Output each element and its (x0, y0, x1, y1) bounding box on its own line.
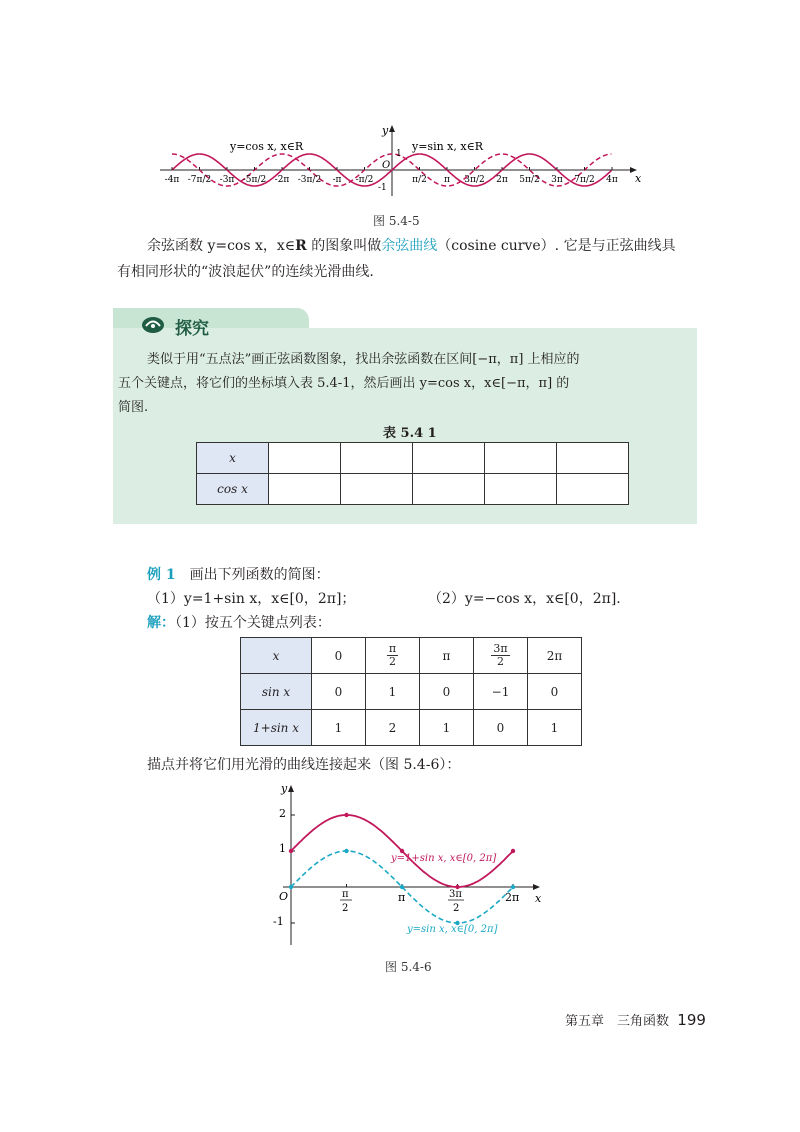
table-cell[interactable] (269, 474, 341, 505)
solution-text: （1）按五个关键点列表： (175, 615, 331, 631)
table-cell[interactable] (413, 474, 485, 505)
table-row (241, 710, 582, 746)
page-footer (565, 1010, 706, 1029)
table-head-sin: sin x (241, 674, 312, 710)
figure-5-4-6 (265, 780, 555, 950)
data-point (511, 849, 515, 853)
x-tick-pi-over-2-num: π (342, 889, 349, 900)
x-tick-label: -π/2 (355, 175, 374, 185)
data-point (344, 813, 348, 817)
x-tick-label: -4π (164, 175, 180, 185)
cos-label: y=cos x, x∈R (230, 140, 304, 153)
figure-5-4-5-caption: 图 5.4-5 (373, 214, 420, 228)
one-plus-sin-label: y=1+sin x, x∈[0, 2π] (391, 853, 497, 864)
y-axis-arrow-icon (288, 785, 294, 792)
x-tick-3pi-over-2-den: 2 (453, 903, 460, 914)
example-item-1: （1）y=1+sin x，x∈[0，2π]； (147, 591, 356, 607)
example-1-label: 例 1 (147, 567, 176, 583)
x-tick-pi: π (398, 891, 406, 904)
x-tick-label: -7π/2 (187, 175, 212, 185)
fraction-pi-over-2: $\frac{\pi}{2}$ (388, 642, 397, 668)
x-tick-label: 3π (551, 175, 563, 185)
origin-label: O (279, 890, 289, 903)
table-cell[interactable] (341, 443, 413, 474)
table-row (197, 443, 629, 474)
x-tick-label: 7π/2 (574, 175, 595, 185)
table-cell: 0 (420, 674, 474, 710)
table-head-x: x (241, 638, 312, 674)
solution-label: 解： (147, 615, 175, 631)
table-cell: −1 (474, 674, 528, 710)
x-axis-label: x (635, 172, 642, 185)
page-number: 199 (677, 1011, 706, 1029)
table-cell: 1 (312, 710, 366, 746)
table-cell: 1 (420, 710, 474, 746)
table-cell: 1 (366, 674, 420, 710)
origin-label: O (382, 160, 391, 171)
x-tick-3pi-over-2-num: 3π (449, 889, 462, 900)
key-points-table (240, 637, 582, 746)
y-tick-neg: -1 (378, 183, 387, 193)
x-tick-label: 5π/2 (519, 175, 540, 185)
table-5-4-1 (196, 442, 629, 505)
explore-text (118, 348, 667, 420)
cosine-definition-paragraph-line2: 有相同形状的“波浪起伏”的连续光滑曲线. (117, 264, 374, 280)
solution-line (147, 610, 331, 636)
table-cell: 0 (528, 674, 582, 710)
table-cell: 2 (366, 710, 420, 746)
table-cell: 1 (528, 710, 582, 746)
x-tick-label: -π (332, 175, 342, 185)
y-axis-label: y (281, 782, 288, 795)
table-cell[interactable] (269, 443, 341, 474)
y-tick-2: 2 (279, 807, 286, 820)
cosine-definition-paragraph (147, 233, 707, 259)
data-point (289, 885, 293, 889)
data-point (344, 849, 348, 853)
x-axis-label: x (535, 892, 542, 905)
x-tick-2pi: 2π (505, 891, 520, 904)
data-point (400, 885, 404, 889)
table-cell[interactable] (413, 443, 485, 474)
table-cell[interactable] (341, 474, 413, 505)
figure-5-4-5 (160, 120, 650, 200)
p1-part-c: （cosine curve）. 它是与正弦曲线具 (437, 238, 676, 254)
x-tick-pi-over-2-den: 2 (342, 903, 349, 914)
explore-line-3: 简图. (118, 400, 149, 415)
explore-icon (141, 314, 165, 334)
table-head-x: x (197, 443, 269, 474)
sin-label: y=sin x, x∈R (412, 140, 484, 153)
chapter-title: 第五章 三角函数 (565, 1014, 670, 1029)
x-tick-label: -3π/2 (297, 175, 322, 185)
p1-part-a: 余弦函数 y=cos x，x∈ (147, 238, 296, 254)
x-tick-label: -5π/2 (242, 175, 267, 185)
table-head-cos: cos x (197, 474, 269, 505)
table-cell: 0 (312, 638, 366, 674)
p1-real-set: R (295, 238, 307, 254)
explore-line-2: 五个关键点，将它们的坐标填入表 5.4-1，然后画出 y=cos x，x∈[−π，π] 的 (118, 376, 570, 391)
explore-title: 探究 (175, 319, 209, 339)
table-cell[interactable] (557, 474, 629, 505)
y-axis-arrow-icon (389, 125, 395, 132)
table-cell[interactable] (557, 443, 629, 474)
x-tick-label: π (444, 175, 450, 185)
example-item-2: （2）y=−cos x，x∈[0，2π]. (428, 591, 621, 607)
data-point (289, 849, 293, 853)
cosine-curve-term: 余弦曲线 (381, 238, 438, 254)
table-cell[interactable] (485, 474, 557, 505)
sin-label: y=sin x, x∈[0, 2π] (407, 924, 498, 935)
table-cell (366, 638, 420, 674)
y-tick-1: 1 (279, 842, 286, 855)
example-1-text: 画出下列函数的简图： (189, 567, 330, 583)
y-axis-label: y (382, 124, 389, 137)
table-row (241, 638, 582, 674)
table-row (197, 474, 629, 505)
table-cell: 0 (312, 674, 366, 710)
x-axis-arrow-icon (533, 884, 540, 890)
x-tick-label: -2π (274, 175, 290, 185)
x-tick-label: 2π (496, 175, 508, 185)
y-tick-pos: 1 (396, 149, 402, 159)
explore-line-1: 类似于用“五点法”画正弦函数图象，找出余弦函数在区间[−π，π] 上相应的 (147, 352, 580, 367)
table-cell (474, 638, 528, 674)
plot-instruction: 描点并将它们用光滑的曲线连接起来（图 5.4-6）： (147, 757, 461, 773)
table-cell: 2π (528, 638, 582, 674)
table-head-1-plus-sin: 1+sin x (241, 710, 312, 746)
figure-5-4-6-caption: 图 5.4-6 (385, 960, 432, 974)
y-tick-minus-1: -1 (273, 915, 284, 928)
table-cell: 0 (474, 710, 528, 746)
x-tick-label: π/2 (412, 175, 427, 185)
p1-part-b: 的图象叫做 (306, 238, 382, 254)
table-row (241, 674, 582, 710)
x-tick-label: 3π/2 (464, 175, 485, 185)
table-cell: π (420, 638, 474, 674)
example-1-prompt (147, 562, 330, 588)
table-5-4-1-title: 表 5.4 1 (383, 426, 437, 441)
data-point (511, 885, 515, 889)
table-cell[interactable] (485, 443, 557, 474)
x-tick-label: 4π (606, 175, 618, 185)
x-tick-label: -3π (219, 175, 235, 185)
fraction-3pi-over-2: $\frac{3\pi}{2}$ (493, 642, 508, 668)
